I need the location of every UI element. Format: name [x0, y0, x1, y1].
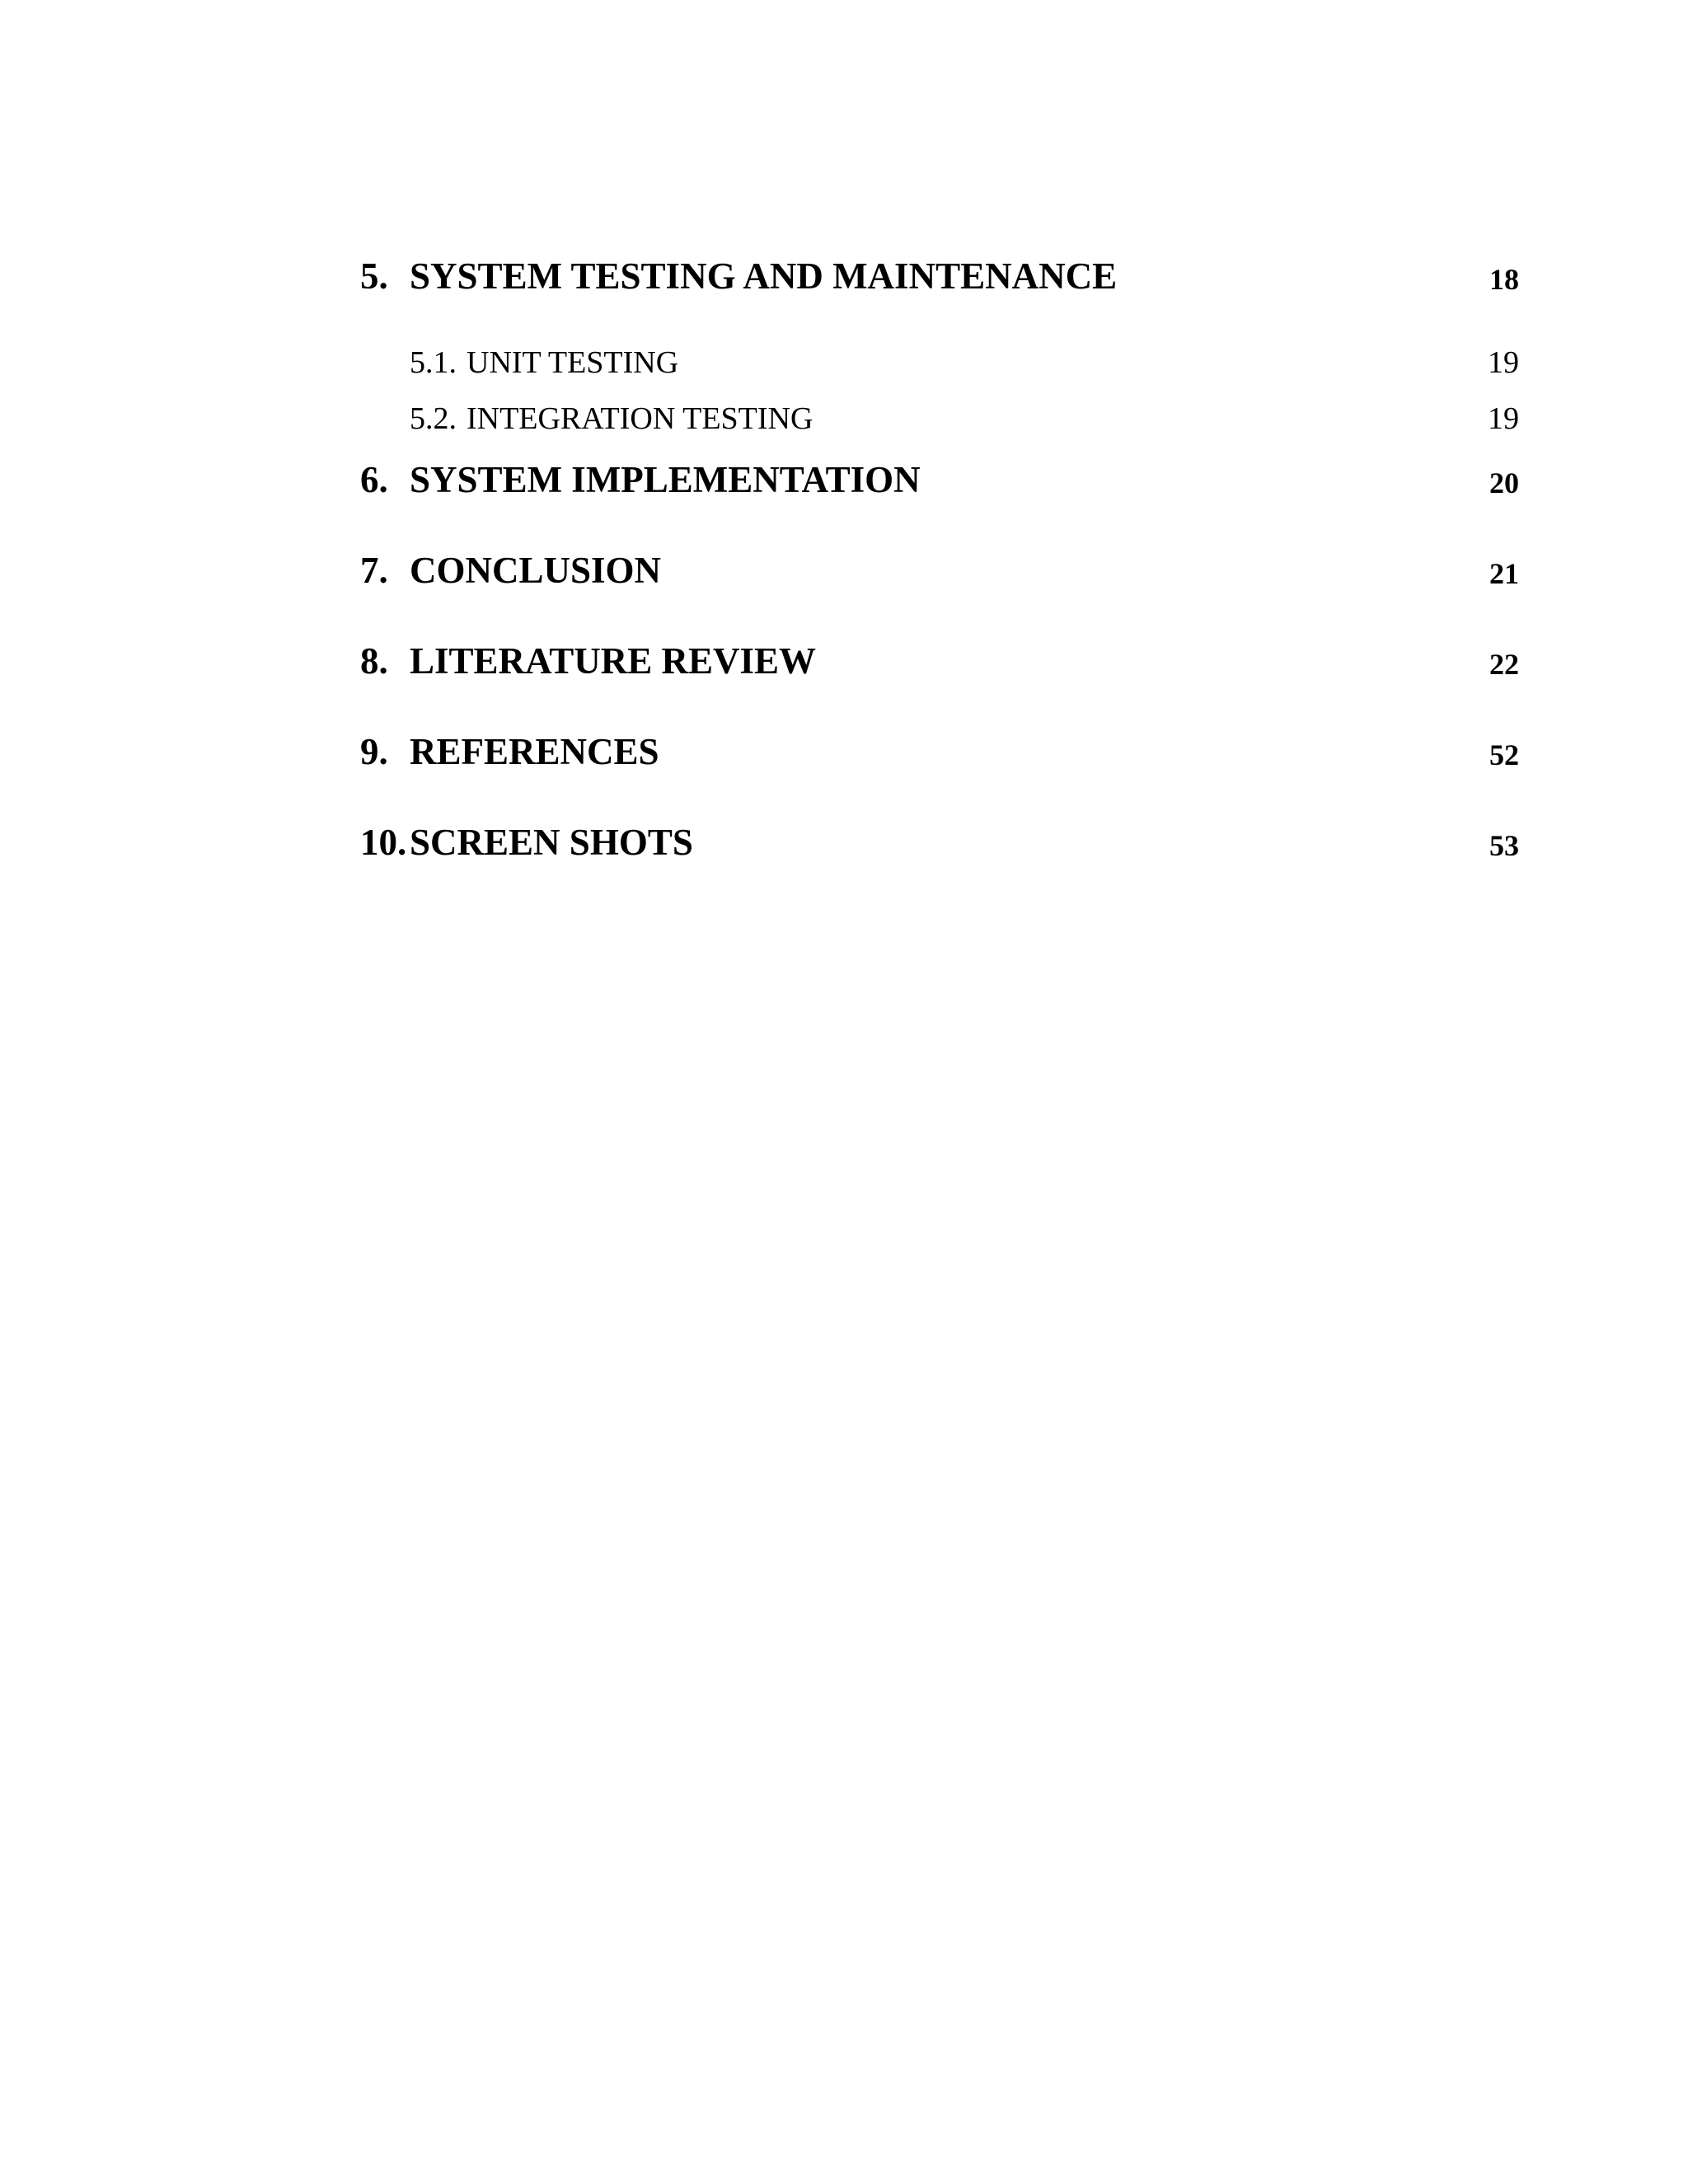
toc-entry-title: LITERATURE REVIEW [410, 640, 817, 682]
toc-entry-5 [0, 255, 1688, 299]
toc-entry-title: REFERENCES [410, 731, 659, 772]
toc-entry-number: 10. [360, 822, 407, 863]
toc-entry-page: 22 [1489, 648, 1519, 681]
toc-entry-number: 8. [360, 640, 388, 682]
toc-entry-10 [0, 824, 1688, 865]
toc-entry-page: 20 [1489, 466, 1519, 499]
toc-entry-title: SCREEN SHOTS [410, 822, 693, 863]
toc-entry-6 [0, 459, 1688, 503]
toc-entry-9 [0, 733, 1688, 775]
toc-entry-8 [0, 640, 1688, 684]
toc-entry-number: 5.2. [410, 401, 457, 436]
toc-entry-title: SYSTEM IMPLEMENTATION [410, 459, 921, 500]
toc-entry-page: 53 [1489, 829, 1519, 862]
toc-entry-page: 52 [1489, 738, 1519, 771]
toc-entry-page: 19 [1488, 401, 1519, 436]
toc-entry-title: CONCLUSION [410, 550, 662, 591]
toc-entry-title: INTEGRATION TESTING [467, 401, 814, 436]
toc-entry-5-1 [0, 347, 1688, 383]
toc-entry-number: 5. [360, 255, 388, 297]
toc-entry-number: 5.1. [410, 345, 457, 380]
toc-entry-number: 6. [360, 459, 388, 500]
toc-entry-number: 9. [360, 731, 388, 772]
toc-entry-5-2 [0, 403, 1688, 439]
toc-entry-title: UNIT TESTING [467, 345, 679, 380]
toc-entry-page: 18 [1489, 263, 1519, 296]
toc-entry-page: 21 [1489, 557, 1519, 590]
toc-entry-number: 7. [360, 550, 388, 591]
toc-entry-title: SYSTEM TESTING AND MAINTENANCE [410, 255, 1118, 297]
toc-entry-page: 19 [1488, 345, 1519, 380]
toc-entry-7 [0, 552, 1688, 593]
